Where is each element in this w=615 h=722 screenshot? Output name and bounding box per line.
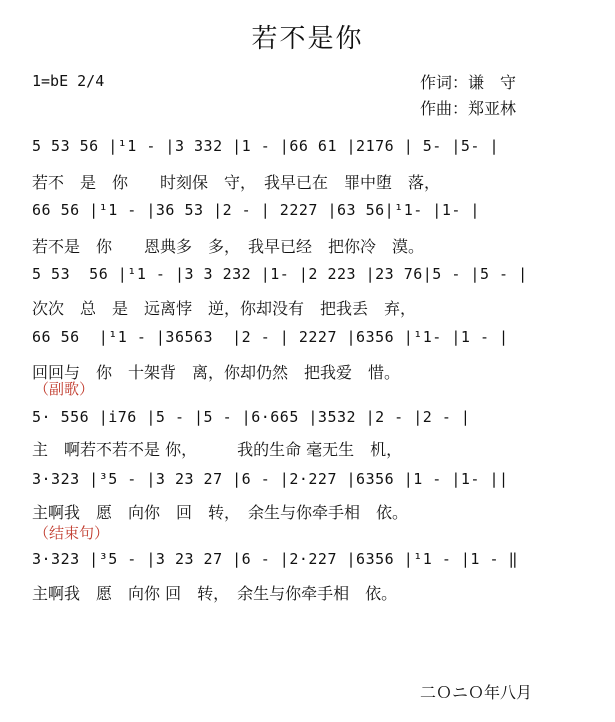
chorus-label: （副歌） bbox=[34, 380, 95, 398]
notation-line-4: 66 56 |¹1 - |36563 |2 - | 2227 |6356 |¹1- |1 - | bbox=[32, 328, 509, 346]
lyrics-line-4: 回回与 你 十架背 离，你却仍然 把我爱 惜。 bbox=[32, 363, 401, 382]
lyrics-line-7: 主啊我 愿 向你 回 转， 余生与你牵手相 依。 bbox=[32, 584, 398, 603]
song-title: 若不是你 bbox=[251, 24, 364, 54]
notation-line-3: 5 53 56 |¹1 - |3 3 232 |1- |2 223 |23 76|5 - |5 - | bbox=[32, 265, 528, 283]
lyrics-line-3: 次次 总 是 远离悖 逆，你却没有 把我丢 弃， bbox=[32, 299, 417, 318]
composer: 作曲：郑亚林 bbox=[420, 99, 517, 118]
lyrics-line-2: 若不是 你 恩典多 多， 我早已经 把你冷 漠。 bbox=[32, 237, 425, 256]
ending-label: （结束句） bbox=[34, 524, 110, 542]
notation-line-6: 3·323 |³5 - |3 23 27 |6 - |2·227 |6356 |1 - |1- || bbox=[32, 470, 509, 488]
notation-line-7: 3·323 |³5 - |3 23 27 |6 - |2·227 |6356 |¹1 - |1 - ‖ bbox=[32, 550, 519, 568]
lyrics-line-6: 主啊我 愿 向你 回 转， 余生与你牵手相 依。 bbox=[32, 503, 409, 522]
notation-line-2: 66 56 |¹1 - |36 53 |2 - | 2227 |63 56|¹1- |1- | bbox=[32, 201, 480, 219]
credits bbox=[420, 70, 516, 122]
key-signature: 1=bE 2/4 bbox=[32, 72, 105, 90]
lyrics-line-1: 若不 是 你 时刻保 守， 我早已在 罪中堕 落， bbox=[32, 173, 441, 192]
composition-date: 二ＯニＯ年八月 bbox=[420, 683, 533, 702]
notation-line-1: 5 53 56 |¹1 - |3 332 |1 - |66 61 |2176 | 5- |5- | bbox=[32, 137, 500, 155]
lyrics-line-5: 主 啊若不若不是 你， 我的生命 毫无生 机， bbox=[32, 440, 403, 459]
lyricist: 作词：谦 守 bbox=[420, 73, 517, 92]
notation-line-5: 5· 556 |i76 |5 - |5 - |6·665 |3532 |2 - |2 - | bbox=[32, 408, 471, 426]
